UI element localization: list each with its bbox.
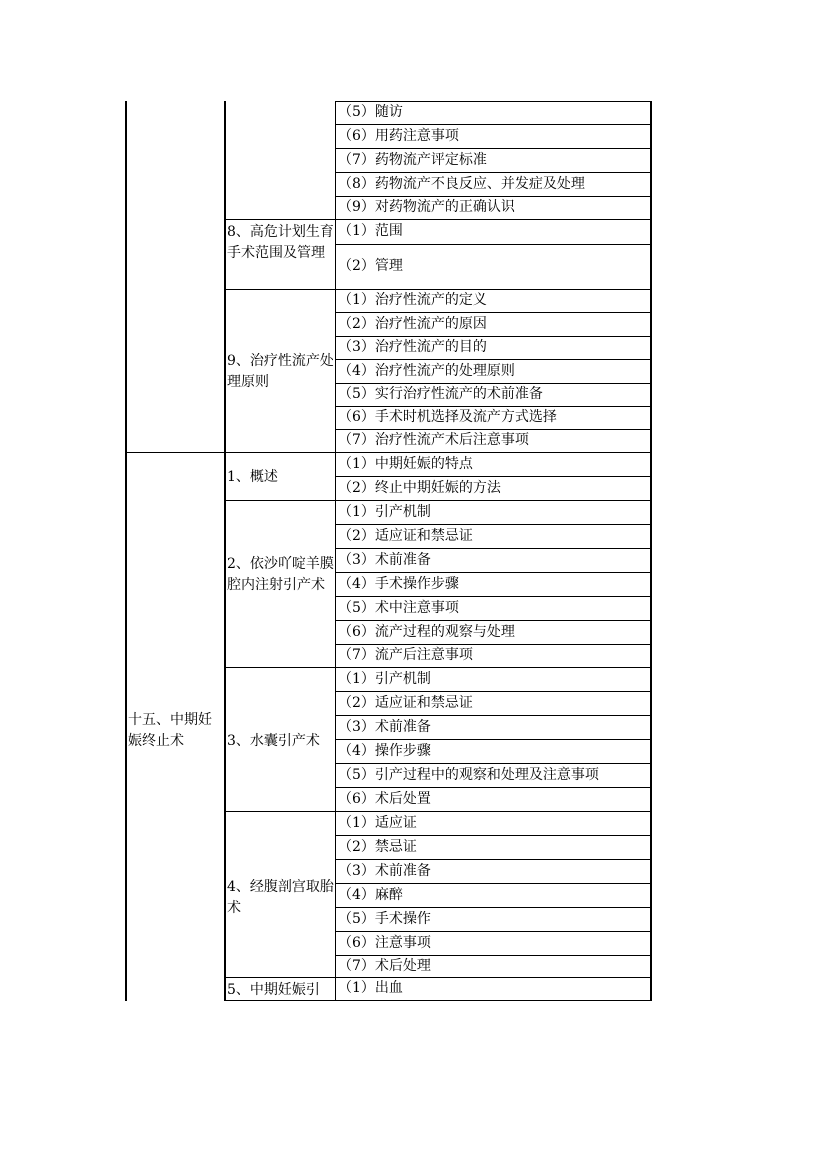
table-cell: （2）禁忌证 — [338, 839, 417, 855]
table-cell: （6）流产过程的观察与处理 — [338, 624, 515, 640]
table-cell: （5）术中注意事项 — [338, 600, 459, 616]
table-border-col3 — [335, 101, 336, 1001]
table-cell: （9）对药物流产的正确认识 — [338, 199, 515, 215]
table-cell: （3）治疗性流产的目的 — [338, 339, 487, 355]
mid-item-5-label: 5、中期妊娠引 — [227, 982, 320, 998]
table-cell: （7）治疗性流产术后注意事项 — [338, 432, 529, 448]
row-line — [224, 977, 652, 978]
table-cell: （5）实行治疗性流产的术前准备 — [338, 386, 543, 402]
table-border-col2 — [224, 101, 226, 1001]
table-cell: （5）手术操作 — [338, 911, 431, 927]
table-cell: （2）管理 — [338, 258, 403, 274]
mid-item-3-label: 3、水囊引产术 — [227, 733, 320, 749]
table-border-left — [125, 101, 127, 1001]
table-cell: （2）终止中期妊娠的方法 — [338, 480, 501, 496]
row-line — [335, 244, 652, 245]
mid-item-4-label: 4、经腹剖宫取胎术 — [227, 879, 334, 916]
table-cell: （4）治疗性流产的处理原则 — [338, 363, 515, 379]
mid-item-1-label: 1、概述 — [227, 469, 278, 485]
table-cell: （6）用药注意事项 — [338, 128, 459, 144]
row-line — [224, 811, 652, 812]
table-cell: （1）引产机制 — [338, 671, 431, 687]
table-cell: （1）范围 — [338, 223, 403, 239]
row-line — [224, 667, 652, 668]
table-cell: （7）术后处理 — [338, 958, 431, 974]
table-cell: （1）中期妊娠的特点 — [338, 456, 473, 472]
table-cell: （4）手术操作步骤 — [338, 576, 459, 592]
row-line — [224, 500, 652, 501]
table-cell: （6）术后处置 — [338, 791, 431, 807]
table-cell: （3）术前准备 — [338, 719, 431, 735]
table-cell: （5）引产过程中的观察和处理及注意事项 — [338, 767, 599, 783]
table-cell: （1）适应证 — [338, 815, 417, 831]
section-15-label: 十五、中期妊娠终止术 — [128, 712, 212, 749]
table-cell: （1）出血 — [338, 980, 403, 996]
table-cell: （2）适应证和禁忌证 — [338, 528, 473, 544]
table-cell: （2）治疗性流产的原因 — [338, 316, 487, 332]
item-8-label: 8、高危计划生育手术范围及管理 — [227, 224, 334, 261]
mid-item-2-label: 2、依沙吖啶羊膜腔内注射引产术 — [227, 556, 334, 593]
row-line — [224, 219, 652, 220]
table-cell: （7）药物流产评定标准 — [338, 152, 487, 168]
table-cell: （1）引产机制 — [338, 504, 431, 520]
table-cell: （3）术前准备 — [338, 552, 431, 568]
table-cell: （2）适应证和禁忌证 — [338, 695, 473, 711]
item-9-label: 9、治疗性流产处理原则 — [227, 353, 334, 390]
table-cell: （5）随访 — [338, 104, 403, 120]
table-cell: （8）药物流产不良反应、并发症及处理 — [338, 176, 585, 192]
table-cell: （4）麻醉 — [338, 887, 403, 903]
table-cell: （1）治疗性流产的定义 — [338, 292, 487, 308]
table-border-right — [650, 101, 652, 1001]
table-cell: （3）术前准备 — [338, 863, 431, 879]
table-cell: （6）手术时机选择及流产方式选择 — [338, 409, 557, 425]
table-cell: （6）注意事项 — [338, 935, 431, 951]
table-cell: （7）流产后注意事项 — [338, 647, 473, 663]
table-cell: （4）操作步骤 — [338, 743, 431, 759]
